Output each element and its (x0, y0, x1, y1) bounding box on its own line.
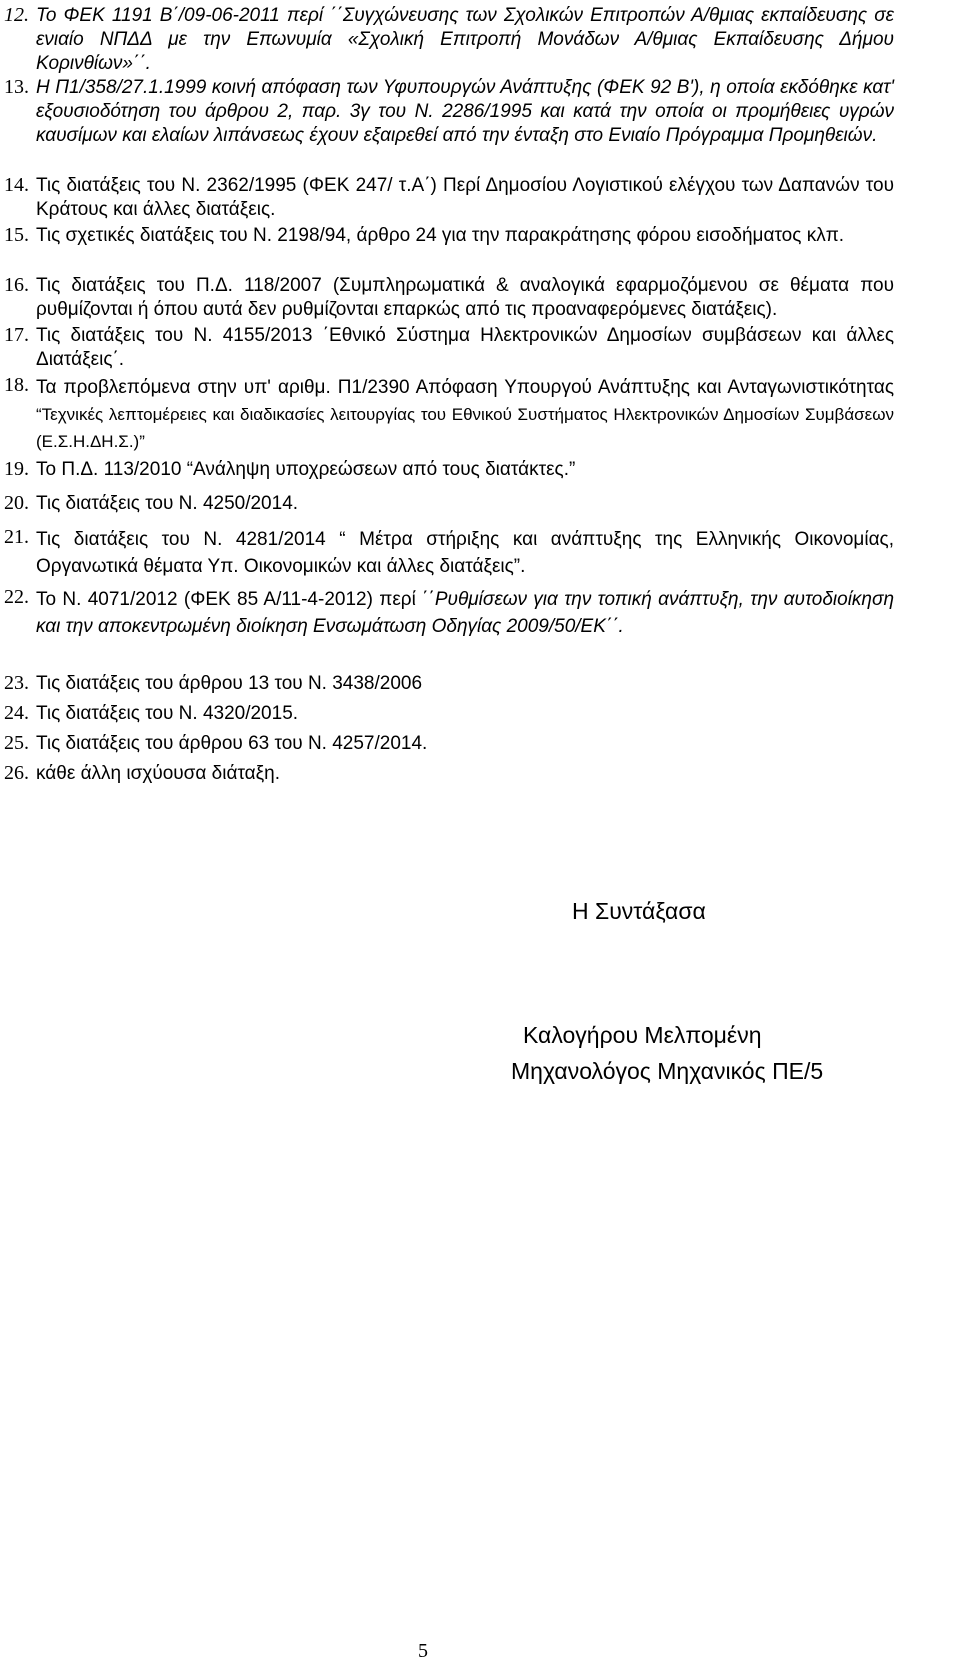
page-number: 5 (418, 1640, 428, 1662)
item-text: Το ΦΕΚ 1191 Β΄/09-06-2011 περί ΄΄Συγχώνευσης των Σχολικών Επιτροπών Α/θμιας εκπαίδευσης σε ενιαίο ΝΠΔΔ με την Επωνυμία «Σχολική Επιτροπή Μονάδων Α/θμιας Εκπαίδευσης Δήμου Κορινθίων»΄΄. (36, 5, 894, 74)
item-text-italic: Ρυθμίσεων για την τοπική ανάπτυξη, την αυτοδιοίκηση και την αποκεντρωμένη διοίκηση Ενσωμάτωση Οδηγίας 2009/50/ΕΚ΄΄. (36, 589, 894, 637)
item-text-quote: “Τεχνικές λεπτομέρειες και διαδικασίες λειτουργίας του Εθνικού Συστήματος Ηλεκτρονικών Δημοσίων Συμβάσεων (Ε.Σ.Η.ΔΗ.Σ.)” (36, 405, 894, 451)
item-text: Τις διατάξεις του Ν. 2362/1995 (ΦΕΚ 247/ τ.Α΄) Περί Δημοσίου Λογιστικού ελέγχου των Δαπανών του Κράτους και άλλες διατάξεις. (36, 175, 894, 220)
item-text (36, 586, 894, 640)
item-text: Τις διατάξεις του Ν. 4320/2015. (36, 703, 299, 724)
signature-heading: Η Συντάξασα (572, 898, 706, 924)
item-text: Τις διατάξεις του Π.Δ. 118/2007 (Συμπληρωματικά & αναλογικά εφαρμοζόμενου σε θέματα που ρυθμίζονται ή όπου αυτά δεν ρυθμίζονται επαρκώς από τις προαναφερόμενες διατάξεις). (36, 275, 894, 320)
item-text: Η Π1/358/27.1.1999 κοινή απόφαση των Υφυπουργών Ανάπτυξης (ΦΕΚ 92 Β'), η οποία εκδόθηκε κατ' εξουσιοδότηση του άρθρου 2, παρ. 3γ του Ν. 2286/1995 και κατά την οποία οι προμήθειες υγρών καυσίμων και ελαίων λιπάνσεως έχουν εξαιρεθεί από την ένταξη στο Ενιαίο Πρόγραμμα Προμηθειών. (36, 77, 894, 146)
item-number: 23. (4, 672, 29, 694)
item-text: κάθε άλλη ισχύουσα διάταξη. (36, 763, 281, 784)
signatory-name: Καλογήρου Μελπομένη (523, 1022, 762, 1048)
item-number: 24. (4, 702, 29, 724)
item-text-main: Τα προβλεπόμενα στην υπ' αριθμ. Π1/2390 Απόφαση Υπουργού Ανάπτυξης και Ανταγωνιστικότητας (36, 377, 894, 398)
item-number: 26. (4, 762, 29, 784)
item-number: 15. (4, 224, 29, 246)
item-text: Τις διατάξεις του άρθρου 13 του Ν. 3438/2006 (36, 673, 423, 694)
item-number: 22. (4, 586, 29, 608)
item-number: 16. (4, 274, 29, 296)
item-text (36, 374, 894, 455)
item-number: 20. (4, 492, 29, 514)
item-text: Τις διατάξεις του Ν. 4155/2013 ΄Εθνικό Σύστημα Ηλεκτρονικών Δημοσίων συμβάσεων και άλλες Διατάξεις΄. (36, 325, 894, 370)
item-text: Τις διατάξεις του Ν. 4281/2014 “ Μέτρα στήριξης και ανάπτυξης της Ελληνικής Οικονομίας, Οργανωτικά θέματα Υπ. Οικονομικών και άλλες διατάξεις”. (36, 529, 894, 577)
signatory-title: Μηχανολόγος Μηχανικός ΠΕ/5 (511, 1058, 824, 1084)
item-text: Τις διατάξεις του Ν. 4250/2014. (36, 493, 299, 514)
item-text: Το Π.Δ. 113/2010 “Ανάληψη υποχρεώσεων από τους διατάκτες.” (36, 459, 576, 480)
item-number: 25. (4, 732, 29, 754)
item-text-main: Το Ν. 4071/2012 (ΦΕΚ 85 Α/11-4-2012) περί ΄΄ (36, 589, 435, 610)
item-number: 17. (4, 324, 29, 346)
item-number: 14. (4, 174, 29, 196)
item-number: 18. (4, 374, 29, 396)
item-number: 19. (4, 458, 29, 480)
item-text: Τις διατάξεις του άρθρου 63 του Ν. 4257/2014. (36, 733, 428, 754)
item-number: 13. (4, 76, 29, 98)
item-number: 21. (4, 526, 29, 548)
item-number: 12. (4, 4, 29, 26)
item-text: Τις σχετικές διατάξεις του Ν. 2198/94, άρθρο 24 για την παρακράτησης φόρου εισοδήματος κλπ. (36, 225, 845, 246)
